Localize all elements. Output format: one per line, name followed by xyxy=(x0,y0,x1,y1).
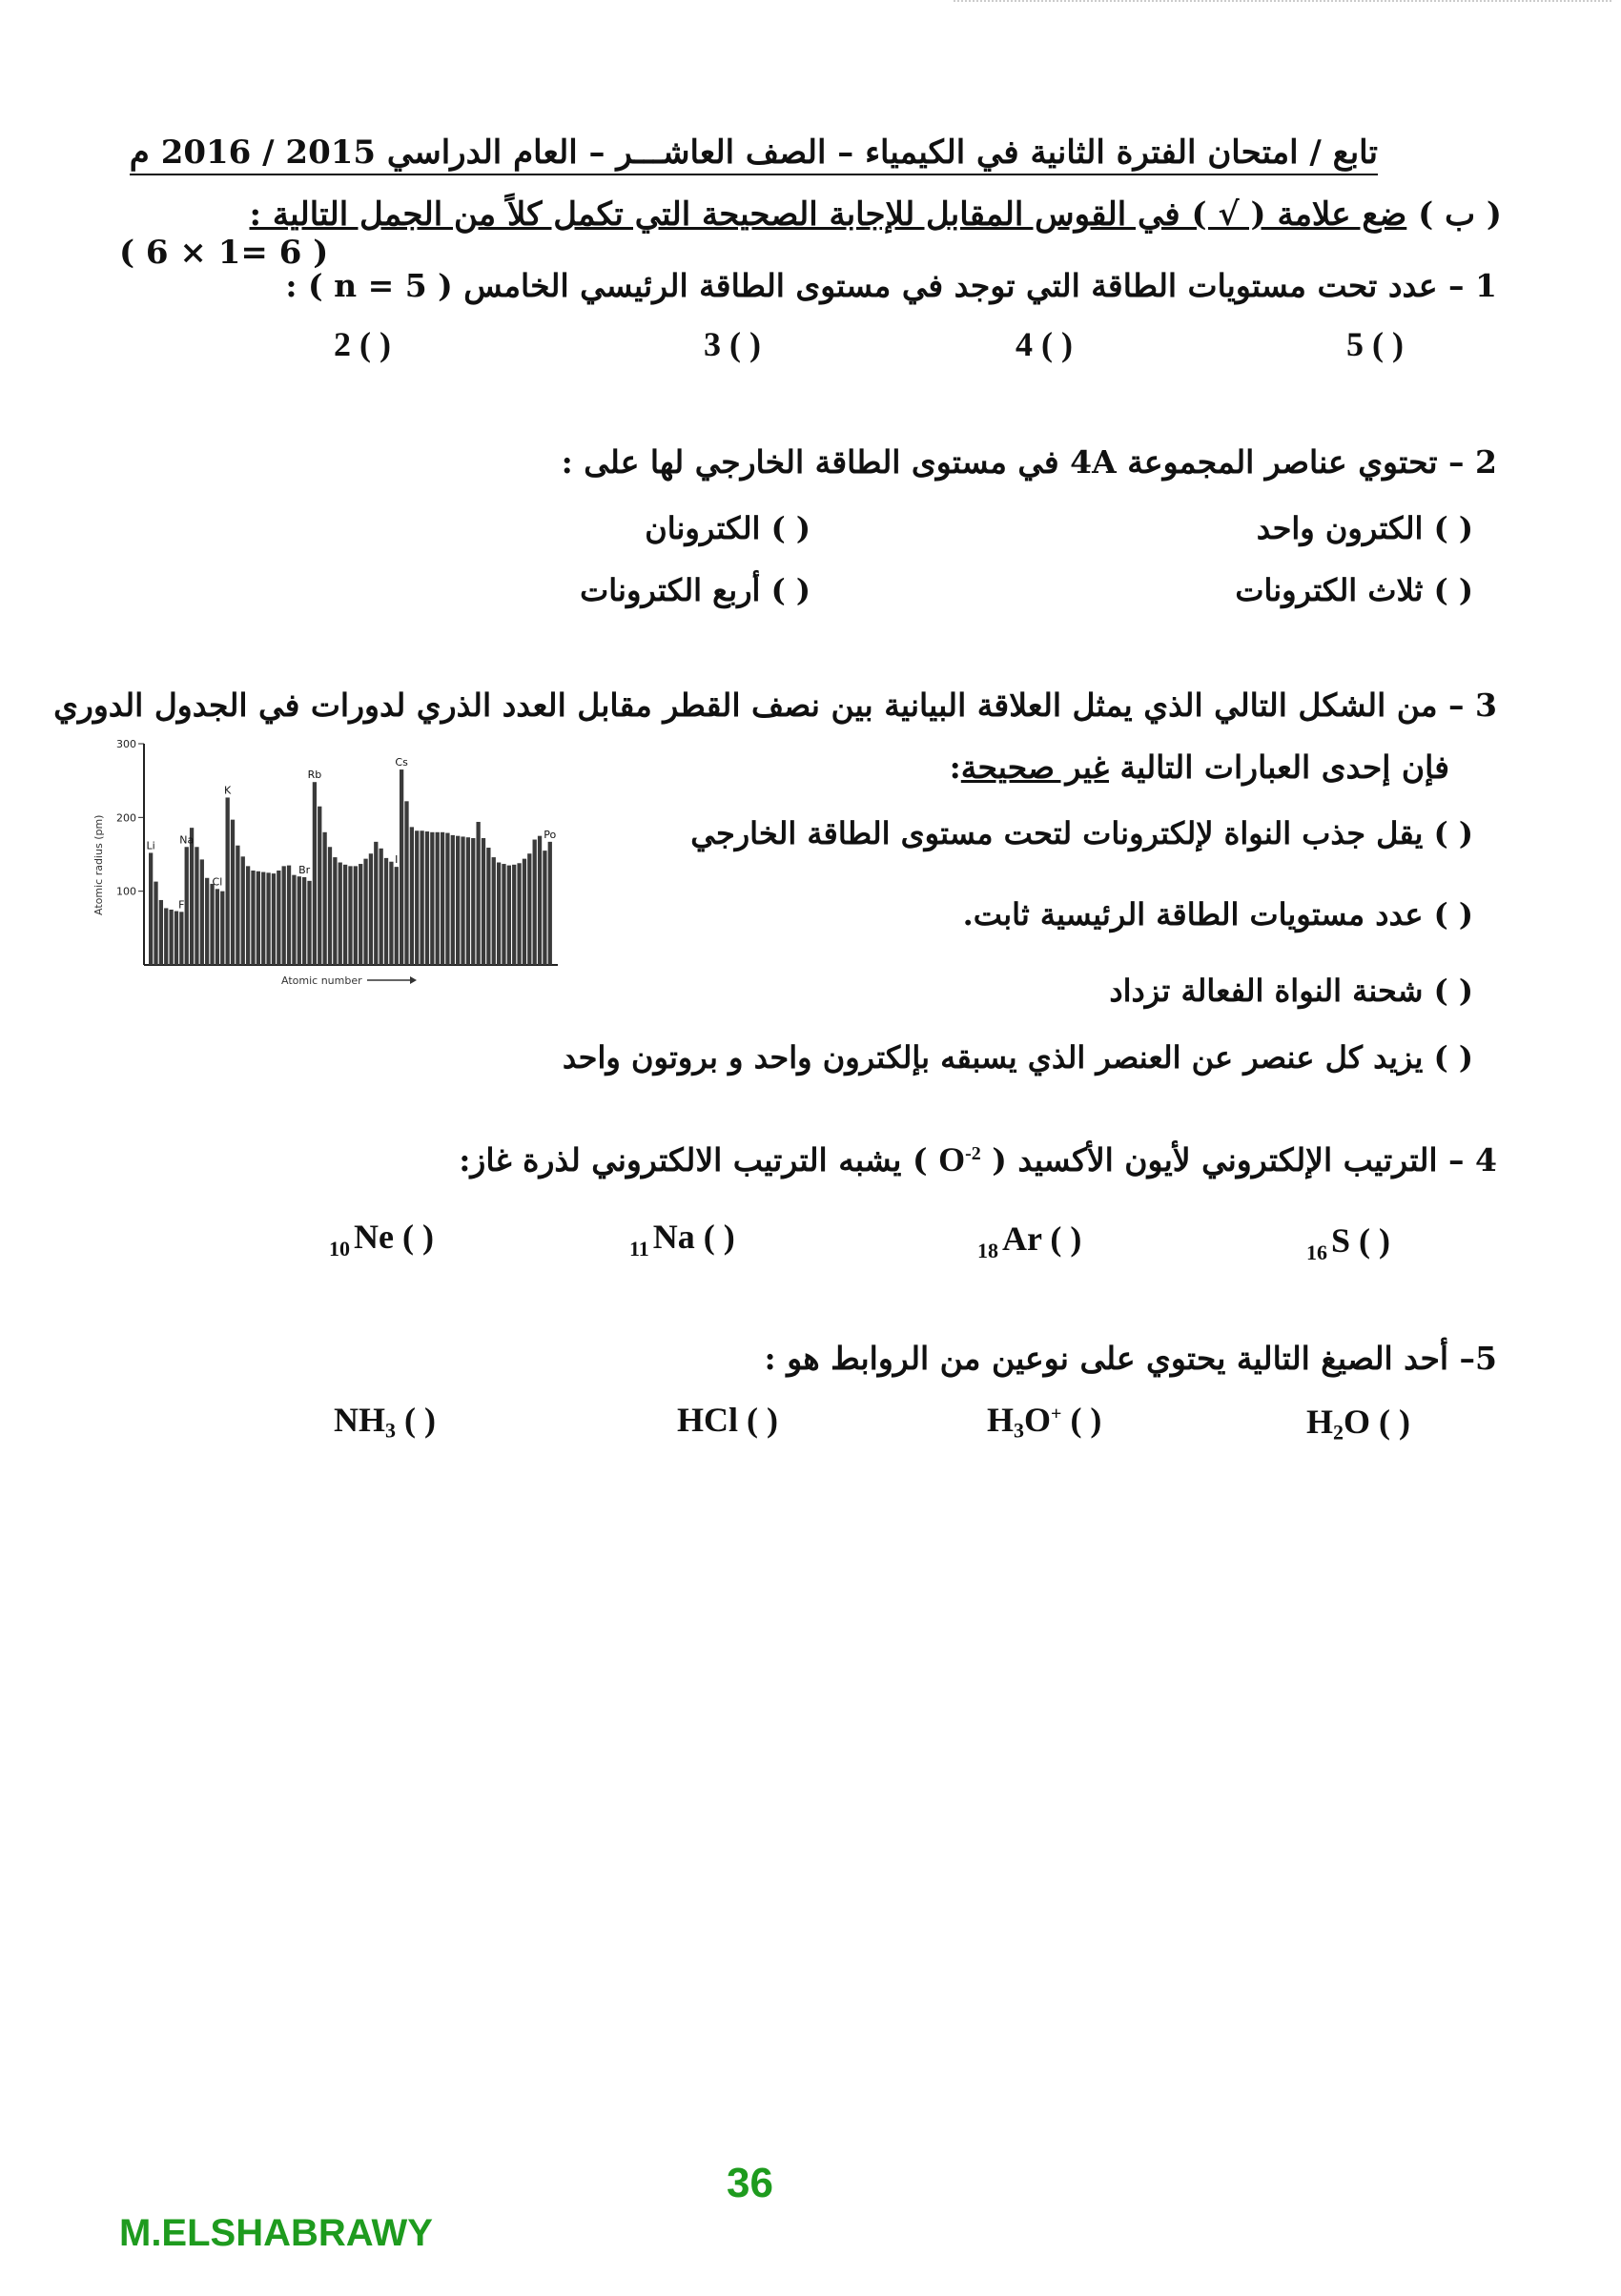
q3-substem xyxy=(950,748,1449,786)
q1-option-4[interactable]: 4 ( ) xyxy=(1016,325,1073,363)
chart-bar xyxy=(328,847,332,965)
chart-bar xyxy=(322,832,326,965)
chart-element-label: I xyxy=(395,853,399,867)
chart-bar xyxy=(445,833,449,965)
q3-substem-suffix: : xyxy=(949,748,961,786)
q2-option-two-electrons[interactable]: ( ) الكترونان xyxy=(645,510,810,546)
chart-bar xyxy=(179,912,183,965)
chart-bar xyxy=(517,863,521,965)
author-name: M.ELSHABRAWY xyxy=(119,2212,433,2254)
chart-y-tick-label: 200 xyxy=(116,811,136,825)
q4-stem-after: ) يشبه الترتيب الالكتروني لذرة غاز: xyxy=(459,1141,928,1179)
q4-ion-symbol: O xyxy=(938,1140,966,1179)
chart-bar xyxy=(318,807,321,965)
chart-bar xyxy=(415,830,419,965)
chart-bar xyxy=(451,835,455,965)
chart-bar xyxy=(241,856,245,965)
chart-x-label: Atomic number xyxy=(281,974,362,987)
q3-option-3[interactable]: ( ) شحنة النواة الفعالة تزداد xyxy=(1109,973,1473,1009)
chart-bar xyxy=(185,847,189,965)
chart-bar xyxy=(359,864,362,965)
chart-bar xyxy=(205,878,209,965)
chart-element-label: Br xyxy=(298,863,311,876)
chart-element-label: Na xyxy=(179,833,195,847)
q3-substem-underlined: غير صحيحة xyxy=(960,748,1109,786)
chart-bar xyxy=(538,836,542,965)
chart-bar xyxy=(461,836,464,965)
q1-stem: 1 – عدد تحت مستويات الطاقة التي توجد في مستوى الطاقة الرئيسي الخامس ( n = 5 ) : xyxy=(285,267,1497,304)
chart-bar xyxy=(231,820,235,965)
chart-bar xyxy=(533,840,537,965)
q4-option-argon[interactable]: $_{18}$ Ar ( ) xyxy=(977,1220,1082,1262)
atomic-radius-chart xyxy=(81,734,567,992)
section-b-marks: ( 6 × 1= 6 ) xyxy=(119,234,329,272)
q2-stem: 2 – تحتوي عناصر المجموعة 4A في مستوى الطاقة الخارجي لها على : xyxy=(561,443,1497,481)
chart-bar xyxy=(523,859,526,965)
chart-bar xyxy=(456,836,460,965)
chart-bar xyxy=(298,876,301,965)
chart-bar xyxy=(497,863,501,965)
chart-element-label: Cs xyxy=(395,756,408,769)
chart-bar xyxy=(307,881,311,965)
chart-bar xyxy=(261,872,265,965)
chart-element-label: F xyxy=(178,898,185,912)
chart-bar xyxy=(333,857,337,965)
chart-bar xyxy=(236,846,239,965)
chart-bar xyxy=(430,832,434,965)
chart-bar xyxy=(266,872,270,965)
chart-bar xyxy=(195,847,198,965)
chart-bar xyxy=(251,871,255,965)
chart-bar xyxy=(354,866,358,965)
chart-bar xyxy=(512,865,516,965)
chart-bar xyxy=(380,849,383,965)
chart-bar xyxy=(159,900,163,965)
q5-stem: 5– أحد الصيغ التالية يحتوي على نوعين من الروابط هو : xyxy=(764,1340,1497,1377)
chart-bar xyxy=(527,853,531,965)
chart-bar xyxy=(190,828,194,965)
q3-option-4[interactable]: ( ) يزيد كل عنصر عن العنصر الذي يسبقه بإلكترون واحد و بروتون واحد xyxy=(562,1039,1473,1076)
q3-substem-prefix: فإن إحدى العبارات التالية xyxy=(1119,748,1449,786)
chart-element-label: Rb xyxy=(307,769,322,782)
q5-option-water[interactable]: $H_2O$ ( ) xyxy=(1306,1403,1411,1445)
chart-bar xyxy=(256,871,260,965)
chart-element-label: K xyxy=(224,784,232,797)
chart-bar xyxy=(169,910,173,965)
section-b-label: ( ب ) xyxy=(1418,195,1502,234)
q4-option-sulfur[interactable]: $_{16}$ S ( ) xyxy=(1306,1221,1391,1264)
q4-option-neon[interactable]: $_{10}$ Ne ( ) xyxy=(329,1218,434,1261)
chart-bar xyxy=(164,908,168,965)
chart-bar xyxy=(476,822,480,965)
q1-option-5[interactable]: 5 ( ) xyxy=(1346,325,1404,363)
chart-bar xyxy=(466,837,470,965)
chart-y-label: Atomic radius (pm) xyxy=(92,814,105,915)
chart-bar xyxy=(292,875,296,965)
chart-bar xyxy=(287,866,291,965)
chart-bar xyxy=(492,857,496,965)
q2-option-one-electron[interactable]: ( ) الكترون واحد xyxy=(1256,510,1473,546)
chart-bar xyxy=(384,858,388,965)
q3-option-2[interactable]: ( ) عدد مستويات الطاقة الرئيسية ثابت. xyxy=(962,896,1473,933)
chart-bar xyxy=(436,832,440,965)
q5-option-hydronium[interactable]: $H_3O^+$ ( ) xyxy=(987,1401,1102,1443)
chart-bar xyxy=(502,864,505,965)
q5-option-hcl[interactable]: HCl ( ) xyxy=(677,1401,778,1439)
chart-bar xyxy=(226,797,230,965)
q1-option-3[interactable]: 3 ( ) xyxy=(704,325,761,363)
chart-bar xyxy=(220,892,224,965)
exam-header: تابع / امتحان الفترة الثانية في الكيمياء – الصف العاشـــر – العام الدراسي 2015 / 2016 م xyxy=(130,133,1378,175)
q4-stem-before: 4 – الترتيب الإلكتروني لأيون الأكسيد ( xyxy=(992,1141,1497,1179)
chart-bar xyxy=(149,852,153,965)
chart-bar xyxy=(441,832,444,965)
chart-bar xyxy=(374,842,378,965)
chart-bar xyxy=(425,831,429,965)
chart-bar xyxy=(348,866,352,965)
chart-bar xyxy=(272,873,276,965)
chart-bar xyxy=(277,871,280,965)
q5-option-ammonia[interactable]: $NH_3$ ( ) xyxy=(334,1401,436,1443)
q2-option-four-electrons[interactable]: ( ) أربع الكترونات xyxy=(580,572,810,608)
chart-bar xyxy=(400,769,403,965)
chart-bar xyxy=(200,859,204,965)
chart-bar xyxy=(210,884,214,965)
chart-y-tick-label: 100 xyxy=(116,885,136,898)
chart-bar xyxy=(543,851,546,965)
chart-bar xyxy=(420,830,423,965)
q4-stem xyxy=(459,1139,1497,1179)
section-b-title: ضع علامة ( √ ) في القوس المقابل للإجابة الصحيحة التي تكمل كلاً من الجمل التالية : xyxy=(249,195,1407,234)
chart-element-label: Li xyxy=(146,839,155,852)
chart-bar xyxy=(369,853,373,965)
chart-bar xyxy=(313,782,317,965)
chart-bar xyxy=(507,866,511,965)
chart-bar xyxy=(471,838,475,965)
scan-dotted-edge xyxy=(954,0,1611,31)
chart-bar xyxy=(343,865,347,965)
chart-y-tick-label: 300 xyxy=(116,738,136,750)
q3-option-1[interactable]: ( ) يقل جذب النواة لإلكترونات لتحت مستوى الطاقة الخارجي xyxy=(690,815,1473,851)
q4-option-sodium[interactable]: $_{11}$ Na ( ) xyxy=(629,1218,735,1261)
chart-element-label: Cl xyxy=(212,875,223,889)
q3-stem: 3 – من الشكل التالي الذي يمثل العلاقة البيانية بين نصف القطر مقابل العدد الذري لدورات في الجدول الدوري xyxy=(53,687,1497,724)
chart-bar xyxy=(486,848,490,965)
chart-bar xyxy=(482,838,485,965)
chart-bar xyxy=(339,863,342,965)
chart-bar xyxy=(389,862,393,965)
q2-option-three-electrons[interactable]: ( ) ثلاث الكترونات xyxy=(1235,572,1473,608)
chart-bar xyxy=(548,842,552,965)
q1-option-2[interactable]: 2 ( ) xyxy=(334,325,391,363)
chart-bar xyxy=(174,912,178,965)
chart-bar xyxy=(395,867,399,965)
chart-bar xyxy=(154,882,157,965)
chart-bar xyxy=(215,889,219,965)
chart-bar xyxy=(246,866,250,965)
section-b-instruction xyxy=(119,195,1502,272)
chart-bar xyxy=(363,859,367,965)
chart-bar xyxy=(282,866,286,965)
chart-element-label: Po xyxy=(544,828,557,841)
chart-bar xyxy=(302,877,306,965)
q4-ion-charge: -2 xyxy=(965,1143,981,1164)
q4-oxide-ion xyxy=(938,1139,981,1179)
chart-bar xyxy=(410,827,414,965)
chart-bar xyxy=(404,801,408,965)
page-number: 36 xyxy=(727,2160,773,2206)
